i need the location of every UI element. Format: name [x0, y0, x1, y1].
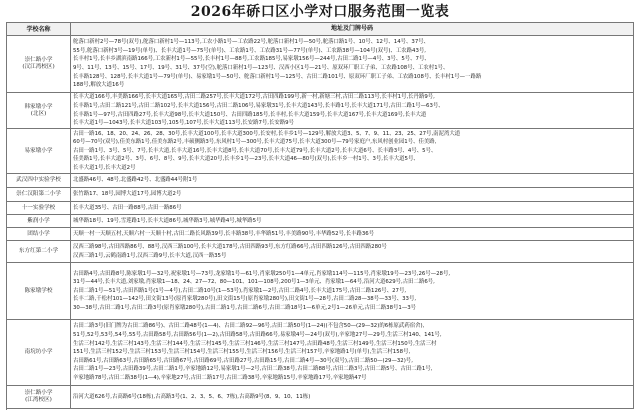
page-title: 2026年硚口区小学对口服务范围一览表 — [190, 4, 450, 20]
table-row — [7, 188, 634, 202]
address-line: 古田一路1号、3号、5号、7号,长丰大道,长丰大道16号,长丰大道8号,长丰大道70号,长丰大道79号,长丰大道2号,长丰大道6号、长丰路3号、4号、5号、 — [73, 147, 437, 154]
address-line: 长丰路128号、128号,长丰大道1号—79号(单号)、易家墩1号—50号、舵落口新村1号—125号、古田二路101号、原双环厂职工子弟、工农路108号、长丰村1号—一路路 — [73, 73, 482, 80]
school-name-line: 南垸坊小学 — [24, 349, 53, 355]
table-row — [7, 36, 634, 93]
address-line: 51号,52号,53号,54号,55号,古田路58号,古田路56号(1—2),古田路58号,古田路66号,易家墩4号—24号(双号),辛家地27号—29号,生活三村140、141号, — [73, 332, 442, 339]
address-line: 天顺一村一天顺五村,天顺六村一天顺十村,古田二路长风路39号,长丰路38号,丰华路51号,丰美路90号,丰华路52号,长丰路36号 — [73, 230, 375, 237]
address-line: 古田二路1号—51号,古田四路1号(1号—4号),古田二路10号(1—53号),肖家墩1—2号,古田二路4号,长丰大道175号,古田二路126号、27号, — [73, 287, 407, 294]
address-line: 188号,解放大道16号 — [73, 82, 125, 89]
address-cell — [71, 215, 634, 227]
school-name-line: 崇仁路小学 — [24, 57, 53, 63]
table-row — [7, 202, 634, 215]
address-cell — [71, 36, 634, 92]
table-row — [7, 386, 634, 409]
table-row — [7, 320, 634, 386]
address-line: 长丰村1号,长丰乡湖滨南路166号,工农新村1号—55号,长丰村1号—88号,工农路185号,易家墩156号—244号,古田二路1号—4号、3号、5号、7号、 — [73, 56, 430, 63]
school-name-cell — [7, 241, 71, 262]
school-name-line: 东方红第二小学 — [18, 248, 59, 254]
table-header-row — [7, 23, 634, 36]
address-cell — [71, 263, 634, 319]
address-cell — [71, 129, 634, 173]
school-name-line: (江湾校区) — [25, 397, 52, 403]
table-row — [7, 129, 634, 174]
table-row — [7, 241, 634, 263]
school-name-cell — [7, 228, 71, 240]
school-name-cell — [7, 93, 71, 128]
table-row — [7, 215, 634, 228]
address-cell — [71, 202, 634, 214]
address-line: 30—38号,古田二路1号,古田二路3号(原肖家墩280号),古田二路1号,古田二路6号,古田二路18号1—6单元,2号1—26单元,古田二路38号1—3号 — [73, 304, 417, 311]
address-line: 古田二路3号(旧门牌为古田二路86号)、古田二路48号(1—4)、古田二路92—96号,古田二路50号(1—24)(不包含50—(29—32)的6栋原武药宿舍), — [73, 323, 425, 330]
school-name-line: 易家墩小学 — [24, 147, 53, 154]
school-name-line: (北区) — [30, 110, 47, 117]
service-area-table — [6, 22, 634, 410]
school-name-cell — [7, 36, 71, 92]
address-line: 城华路18号、19号,雪莲路1号,长丰大道86号,城华路3号,城华路4号,城华路5号 — [73, 217, 262, 224]
address-line: 沿河大道626号,古高路6号(18栋),古高路3号(1、2、3、5、6、7栋),古高路9号(8、9、10、11栋) — [73, 393, 311, 400]
address-line: 60号—70号(双号),佳美东路1号,佳美东路2号,丰硕侧路3号,东风村1号—300号,长丰大道75号,长丰大道300号—79号家庭户,东风村创业园1号、佳美路, — [73, 139, 437, 146]
address-line: 长丰大道166号,丰美路166号,长丰大道165号,古田二路257号,长丰大道172号,古田四路199号,新一村,新塘三村,古田二路113号,长丰村1号,长丹路9号, — [73, 94, 435, 101]
address-line: 长丰大道1号,长丰大道2号 — [73, 164, 136, 171]
school-name-cell — [7, 386, 71, 408]
address-cell — [71, 174, 634, 187]
header-address: 地址及门牌号码 — [71, 23, 634, 35]
address-line: 佳美路1号,长丰大道2号、3号、6号、8号、9号,长丰大道20号,长丰乡1号—23号,长丰大道46—80号(双号),长丰乡一村1号、3号,长丰大道5号、 — [73, 156, 419, 163]
address-line: 生活三村142号,生活三村143号,生活三村144号,生活三村145号,生活三村146号,生活三村147号,古田路48号,生活三村149号,生活三村150号,生活三村 — [73, 340, 437, 347]
school-name-line: 崇仁路小学 — [24, 390, 53, 396]
school-name-cell — [7, 202, 71, 214]
school-name-line: 团结小学 — [27, 230, 50, 237]
address-cell — [71, 188, 634, 201]
address-line: 舵落口新村2号—78号(双号),舵落口新村1号—113号,工农小路1号—工农路22号,舵落口新村1号—50号,舵落口路1号、10号、12号、14号、37号、 — [73, 39, 430, 46]
address-line: 长丰路1号,古田二路121号,古田二路102号,长丰大道156号,古田二路106号,易家墩31号,长丰大道143号,长丰路1号,长丰大道171号,古田二路1号—63号、 — [73, 102, 444, 109]
address-line: 古田路4号,古田路8号,陈家墩1号—32号,祝家墩1号—73号,龙家墩1号—61号,肖家墩250号1—4单元,肖家墩114号—115号,肖家墩19号—23号,26号—28号, — [73, 270, 451, 277]
school-name-line: 陈家墩学校 — [24, 287, 53, 294]
school-name-line: 紫润小学 — [27, 217, 50, 224]
table-row — [7, 174, 634, 188]
school-name-line: 十一实验学校 — [21, 204, 56, 211]
school-name-line: (汉江湾校区) — [22, 64, 55, 70]
address-line: 长丰大道35号、古田一路88号,古田一路86号 — [73, 204, 182, 211]
school-name-cell — [7, 188, 71, 201]
address-cell — [71, 320, 634, 385]
school-name-line: 武汉四中实验学校 — [16, 177, 61, 183]
address-line: 151号,生活三村152号,生活三村153号,生活三村154号,生活三村155号,生活三村156号,生活三村157号,辛家地路1号(单号),生活三村158号, — [73, 349, 411, 356]
address-line: 北盛路46号、48号,北盛路42号、北盛路44号附1号 — [73, 177, 198, 184]
school-name-line: 崇仁汉阳第二小学 — [16, 191, 61, 197]
address-line: 31号—44号,长丰大道,刘家墩,肖家墩1—18、24、27—72、80—101、101—108号,200号1—3单元、肖家墩1—64号,沿河大道629号,古田二路6号, — [73, 279, 435, 286]
address-line: 古田路61号,古田路63号,古田路65号,古田路67号,古田路69号,古田路27号,古田路15号,古田二路4号—30号(双号),古田二路50—(29—32)号, — [73, 357, 413, 364]
address-line: 9号、11号、13号、15号、17号、19号、31号、37号(空),舵落口新村1号—123号、汉西小区1号—21号、原双环厂职工子弟、工农路108号、工农村1号、 — [73, 65, 449, 71]
school-name-cell — [7, 174, 71, 187]
address-line: 汉西三路98号,古田四路86号、88号,汉西三路100号,长丰大道178号,古田四路93号,东方红路66号,古田四路126号,古田四路280号 — [73, 243, 387, 250]
address-line: 汉西三路1号,云鹤南路1号,汉西三路9号,长丰大道,汉西一路35号 — [73, 252, 227, 259]
table-row — [7, 93, 634, 129]
school-name-cell — [7, 263, 71, 319]
school-name-cell — [7, 320, 71, 385]
address-line: 张竹路17、18号,园博大道17号,园博大道2号 — [73, 191, 182, 198]
address-line: 辛家地路78号,古田二路38号(1—4),辛家地27号,古田二路17号,古田二路38号,辛家地路15号,辛家地路17号,辛家地路47号 — [73, 374, 367, 381]
address-line: 55号,舵落口新村3号—19号(单号)、长丰大道1号—75号(单号)、工农路1号、工农路31号—77号(单号)、工农路38号—104号(双号)、工农路43号, — [73, 47, 426, 54]
address-line: 古田一路16、18、20、24、26、28、30号,长丰大道100号,长丰大道300号,长安村,长丰乡1号—129号,解放大道3、5、7、9、11、23、25、27号,南泥湾大道 — [73, 130, 461, 137]
school-name-line: 韩家墩小学 — [24, 103, 53, 110]
table-row — [7, 228, 634, 241]
address-line: 长丰大道1号—1043号,长丰大道103号,105号,107号,长丰大道113号,长安路7号,长安路9号 — [73, 120, 294, 127]
school-name-cell — [7, 215, 71, 227]
table-row — [7, 263, 634, 320]
address-line: 长丰路1号—97号,古田四路27号,长丰大道98号,长丰大道150号、古田四路185号,长丰村,长丰大道159号,长丰大道167号,长丰大道169号,长丰大道 — [73, 111, 427, 118]
school-name-cell — [7, 129, 71, 173]
address-cell — [71, 93, 634, 128]
address-line: 古田二路1号—23号,古田路39号,古田二路1号,辛家地路12号,易家墩1号—2号,古田二路38号,古田二路88号,古田二路3号,古田二路5号、古田二路1号, — [73, 366, 433, 373]
address-cell — [71, 228, 634, 240]
address-cell — [71, 241, 634, 262]
header-school: 学校名称 — [7, 23, 71, 35]
address-line: 长丰二路,千松村101—142号,田文街13号(原肖家墩280号),田文街15号(原肖家墩280号),田文街1号—28号,古田二路28—38号—33号、33号, — [73, 296, 417, 303]
address-cell — [71, 386, 634, 408]
